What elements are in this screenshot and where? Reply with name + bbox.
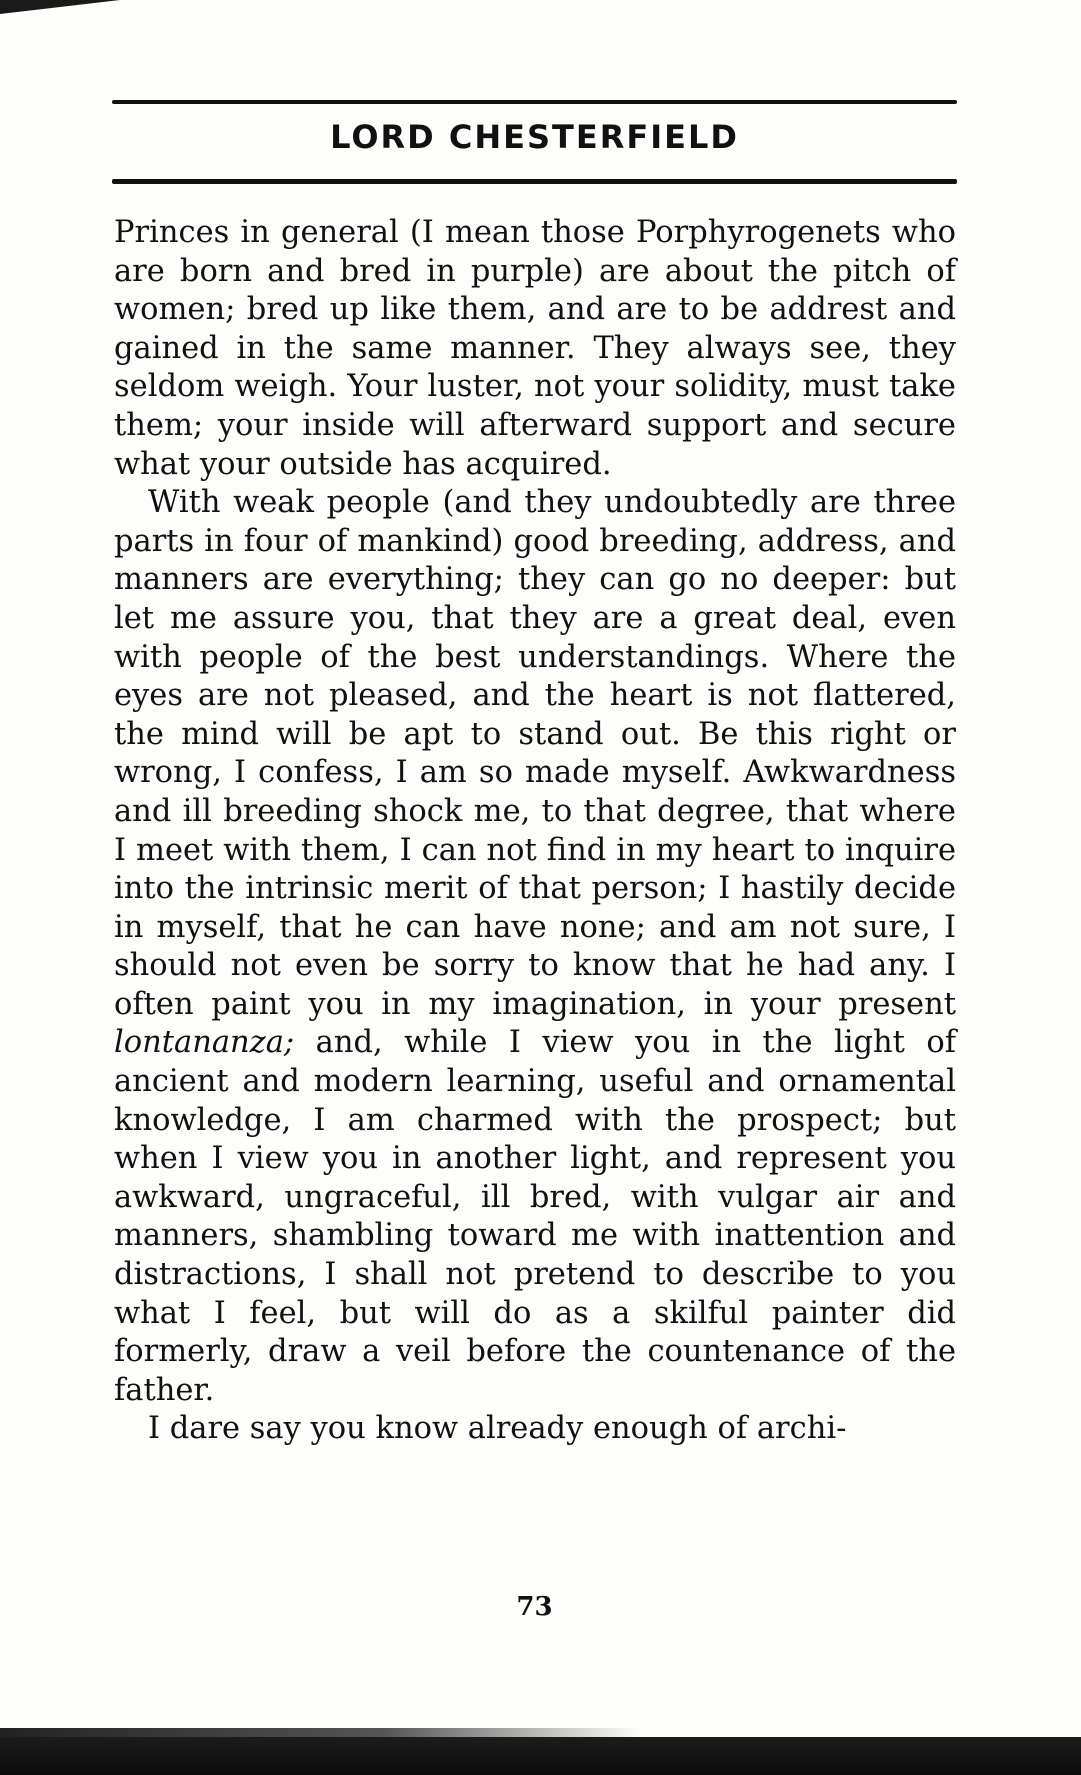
body-text: [114, 214, 956, 1449]
scan-corner-mark: [0, 0, 120, 14]
paragraph-1: Princes in general (I mean those Porphyrogenets who are born and bred in purple) are about the pitch of women; bred up like them, and are to be addrest and gained in the same manner. They always see, they seldom weigh. Your luster, not your solidity, must take them; your inside will afterward support and secure what your outside has acquired.: [114, 215, 956, 482]
running-head: LORD CHESTERFIELD: [330, 118, 739, 156]
paragraph-3: I dare say you know already enough of archi-: [148, 1411, 847, 1447]
paragraph-2-part-2: and, while I view you in the light of ancient and modern learning, useful and ornamental knowledge, I am charmed with the prospect; but when I view you in another light, and represent you awkward, ungraceful, ill bred, with vulgar air and manners, shambling toward me with inattention and distractions, I shall not pretend to describe to you what I feel, but will do as a skilful painter did formerly, draw a veil before the countenance of the father.: [114, 1025, 956, 1408]
scan-bottom-edge: [0, 1737, 1081, 1775]
italic-term: lontananza;: [114, 1025, 295, 1061]
paragraph-2-part-1: With weak people (and they undoubtedly are three parts in four of mankind) good breeding, address, and manners are everything; they can go no deeper: but let me assure you, that they are a great deal, even with people of the best understandings. Where the eyes are not pleased, and the heart is not flattered, the mind will be apt to stand out. Be this right or wrong, I confess, I am so made myself. Awkwardness and ill breeding shock me, to that degree, that where I meet with them, I can not find in my heart to inquire into the intrinsic merit of that person; I hastily decide in myself, that he can have none; and am not sure, I should not even be sorry to know that he had any. I often paint you in my imagination, in your present: [114, 485, 956, 1022]
page-number: 73: [516, 1592, 553, 1622]
scan-edge-streak: [0, 1728, 640, 1737]
header-rule-top: [112, 100, 957, 104]
paragraph-2: [114, 484, 956, 1410]
header-rule-bottom: [112, 179, 957, 184]
